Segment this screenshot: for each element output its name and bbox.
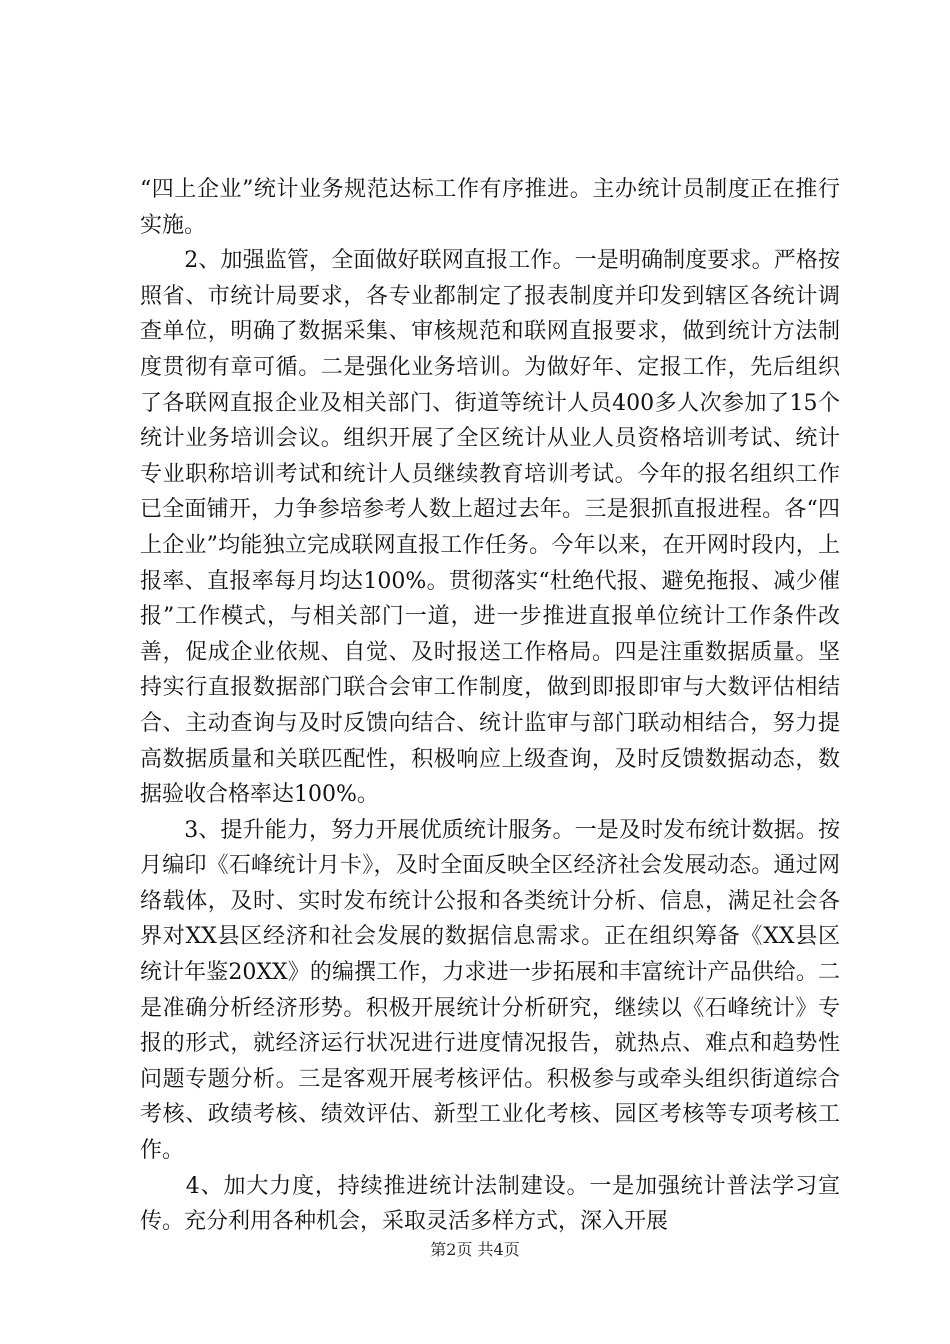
paragraph-section-4: 4、加大力度，持续推进统计法制建设。一是加强统计普法学习宣传。充分利用各种机会，采取灵活多样方式，深入开展 bbox=[140, 1173, 840, 1235]
page-number-footer: 第2页 共4页 bbox=[430, 1240, 520, 1259]
paragraph-section-3: 3、提升能力，努力开展优质统计服务。一是及时发布统计数据。按月编印《石峰统计月卡》，及时全面反映全区经济社会发展动态。通过网络载体，及时、实时发布统计公报和各类统计分析、信息，满足社会各界对XX县区经济和社会发展的数据信息需求。正在组织筹备《XX县区统计年鉴20XX》的编撰工作，力求进一步拓展和丰富统计产品供给。二是准确分析经济形势。积极开展统计分析研究，继续以《石峰统计》专报的形式，就经济运行状况进行进度情况报告，就热点、难点和趋势性问题专题分析。三是客观开展考核评估。积极参与或牵头组织街道综合考核、政绩考核、绩效评估、新型工业化考核、园区考核等专项考核工作。 bbox=[140, 817, 840, 1164]
document-body bbox=[140, 172, 840, 1240]
paragraph-continuation: “四上企业”统计业务规范达标工作有序推进。主办统计员制度正在推行实施。 bbox=[140, 177, 840, 238]
paragraph-section-2: 2、加强监管，全面做好联网直报工作。一是明确制度要求。严格按照省、市统计局要求，各专业都制定了报表制度并印发到辖区各统计调查单位，明确了数据采集、审核规范和联网直报要求，做到统计方法制度贯彻有章可循。二是强化业务培训。为做好年、定报工作，先后组织了各联网直报企业及相关部门、街道等统计人员400多人次参加了15个统计业务培训会议。组织开展了全区统计从业人员资格培训考试、统计专业职称培训考试和统计人员继续教育培训考试。今年的报名组织工作已全面铺开，力争参培参考人数上超过去年。三是狠抓直报进程。各“四上企业”均能独立完成联网直报工作任务。今年以来，在开网时段内，上报率、直报率每月均达100%。贯彻落实“杜绝代报、避免拖报、减少催报”工作模式，与相关部门一道，进一步推进直报单位统计工作条件改善，促成企业依规、自觉、及时报送工作格局。四是注重数据质量。坚持实行直报数据部门联合会审工作制度，做到即报即审与大数评估相结合、主动查询与及时反馈向结合、统计监审与部门联动相结合，努力提高数据质量和关联匹配性，积极响应上级查询，及时反馈数据动态，数据验收合格率达100%。 bbox=[140, 248, 840, 808]
